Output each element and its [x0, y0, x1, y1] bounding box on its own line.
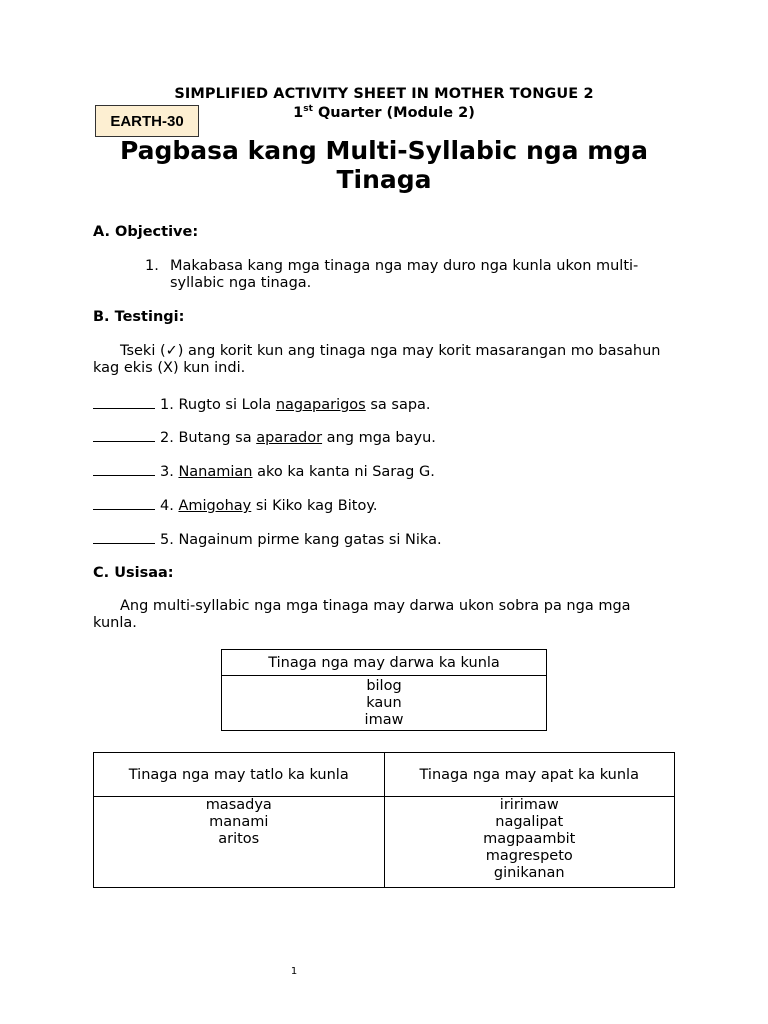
- test-item-word: aparador: [256, 430, 323, 446]
- table-cell: [384, 797, 675, 888]
- test-item-number: 3.: [160, 464, 174, 480]
- table-header: Tinaga nga may apat ka kunla: [384, 753, 675, 797]
- test-item-1: [93, 395, 431, 413]
- test-item-text: Nagainum pirme kang gatas si Nika.: [178, 532, 442, 548]
- word-item: aritos: [218, 831, 260, 847]
- quarter-ordinal-suffix: st: [303, 104, 313, 114]
- word-item: ginikanan: [493, 865, 565, 881]
- quarter-rest: Quarter (Module 2): [312, 105, 475, 121]
- test-item-2: [93, 428, 436, 446]
- test-item-text: Butang sa: [178, 430, 257, 446]
- word-item: nagalipat: [495, 814, 564, 830]
- table-cell: [94, 797, 385, 888]
- test-item-5: [93, 530, 442, 548]
- quarter-ordinal: 1: [293, 105, 304, 121]
- test-item-text: si Kiko kag Bitoy.: [251, 498, 378, 514]
- test-item-word: nagaparigos: [275, 397, 366, 413]
- test-item-3: [93, 462, 435, 480]
- answer-blank[interactable]: [93, 428, 155, 442]
- testingi-instruction: Tseki (✓) ang korit kun ang tinaga nga may korit masarangan mo basahun kag ekis (X) kun indi.: [93, 343, 661, 376]
- two-syllable-table: [221, 649, 547, 731]
- usisaa-paragraph: Ang multi-syllabic nga mga tinaga may darwa ukon sobra pa nga mga kunla.: [93, 598, 631, 631]
- test-item-word: Nanamian: [178, 464, 253, 480]
- word-item: bilog: [366, 678, 402, 694]
- objective-item-number: 1.: [145, 258, 159, 274]
- word-item: masadya: [205, 797, 272, 813]
- word-item: imaw: [364, 712, 404, 728]
- answer-blank[interactable]: [93, 395, 155, 409]
- page-title: Pagbasa kang Multi-Syllabic nga mga Tinaga: [119, 136, 649, 194]
- table-header: Tinaga nga may darwa ka kunla: [222, 650, 547, 676]
- word-item: magpaambit: [483, 831, 576, 847]
- objective-item-text: Makabasa kang mga tinaga nga may duro nga kunla ukon multi-syllabic nga tinaga.: [170, 258, 639, 291]
- test-item-text: ang mga bayu.: [322, 430, 436, 446]
- answer-blank[interactable]: [93, 530, 155, 544]
- word-item: kaun: [366, 695, 402, 711]
- test-item-number: 2.: [160, 430, 174, 446]
- usisaa-heading: C. Usisaa:: [93, 565, 174, 581]
- table-cell: [222, 676, 547, 731]
- word-item: magrespeto: [485, 848, 573, 864]
- answer-blank[interactable]: [93, 496, 155, 510]
- testingi-heading: B. Testingi:: [93, 309, 185, 325]
- sheet-title: SIMPLIFIED ACTIVITY SHEET IN MOTHER TONGUE 2: [174, 86, 594, 102]
- test-item-number: 1.: [160, 397, 174, 413]
- test-item-text: sa sapa.: [365, 397, 431, 413]
- test-item-number: 4.: [160, 498, 174, 514]
- page-number: 1: [290, 966, 298, 977]
- three-four-syllable-table: [93, 752, 675, 888]
- test-item-word: Amigohay: [178, 498, 252, 514]
- test-item-text: ako ka kanta ni Sarag G.: [252, 464, 435, 480]
- objective-heading: A. Objective:: [93, 224, 199, 240]
- word-item: iririmaw: [499, 797, 559, 813]
- word-item: manami: [209, 814, 269, 830]
- code-badge: EARTH-30: [95, 105, 199, 137]
- test-item-text: Rugto si Lola: [178, 397, 276, 413]
- test-item-number: 5.: [160, 532, 174, 548]
- answer-blank[interactable]: [93, 462, 155, 476]
- table-header: Tinaga nga may tatlo ka kunla: [94, 753, 385, 797]
- test-item-4: [93, 496, 377, 514]
